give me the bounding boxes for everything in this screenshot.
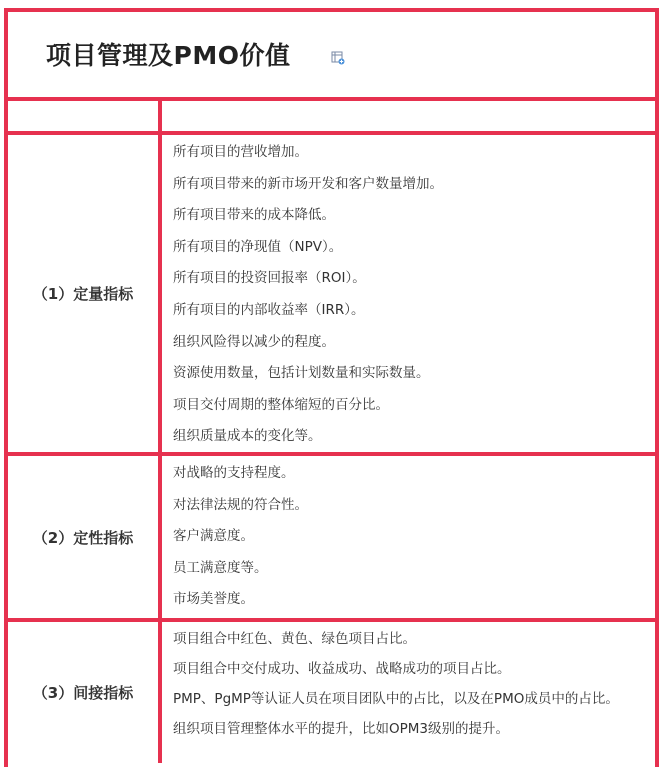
list-item: 所有项目的净现值（NPV）。 [173, 238, 343, 255]
list-item: 组织风险得以减少的程度。 [173, 333, 335, 350]
list-item: 所有项目带来的成本降低。 [173, 207, 335, 224]
edit-table-icon[interactable] [331, 51, 345, 65]
table-header-row [8, 101, 655, 135]
column-divider [158, 456, 162, 618]
list-item: 组织项目管理整体水平的提升，比如OPM3级别的提升。 [173, 721, 510, 737]
row-label-cell [8, 456, 158, 618]
table-row [8, 456, 655, 622]
list-item: 项目组合中红色、黄色、绿色项目占比。 [173, 631, 416, 647]
row-items-cell [173, 630, 649, 750]
list-item: 资源使用数量，包括计划数量和实际数量。 [173, 365, 430, 382]
row-items-cell [173, 143, 649, 459]
list-item: 所有项目的营收增加。 [173, 144, 308, 160]
row-items-cell [173, 464, 649, 622]
content-table-frame [4, 8, 659, 767]
table-row [8, 622, 655, 763]
row-label: （3）间接指标 [32, 684, 134, 702]
list-item: 所有项目的投资回报率（ROI）。 [173, 270, 366, 287]
page-title: 项目管理及PMO价值 [46, 41, 291, 70]
title-row [8, 12, 655, 101]
list-item: 客户满意度。 [173, 528, 254, 545]
list-item: 所有项目的内部收益率（IRR）。 [173, 301, 365, 318]
row-label-cell [8, 622, 158, 763]
list-item: 员工满意度等。 [173, 559, 268, 576]
list-item: 组织质量成本的变化等。 [173, 428, 322, 445]
row-label: （1）定量指标 [32, 285, 134, 303]
row-label: （2）定性指标 [32, 528, 134, 547]
column-divider [158, 101, 162, 131]
list-item: 项目组合中交付成功、收益成功、战略成功的项目占比。 [173, 661, 511, 677]
table-row [8, 135, 655, 456]
metrics-table [8, 101, 655, 763]
list-item: 对战略的支持程度。 [173, 465, 295, 481]
row-label-cell [8, 135, 158, 452]
column-divider [158, 622, 162, 763]
column-divider [158, 135, 162, 452]
list-item: 项目交付周期的整体缩短的百分比。 [173, 396, 389, 413]
list-item: 所有项目带来的新市场开发和客户数量增加。 [173, 175, 443, 192]
list-item: PMP、PgMP等认证人员在项目团队中的占比，以及在PMO成员中的占比。 [173, 691, 619, 707]
list-item: 市场美誉度。 [173, 591, 254, 608]
list-item: 对法律法规的符合性。 [173, 496, 308, 513]
